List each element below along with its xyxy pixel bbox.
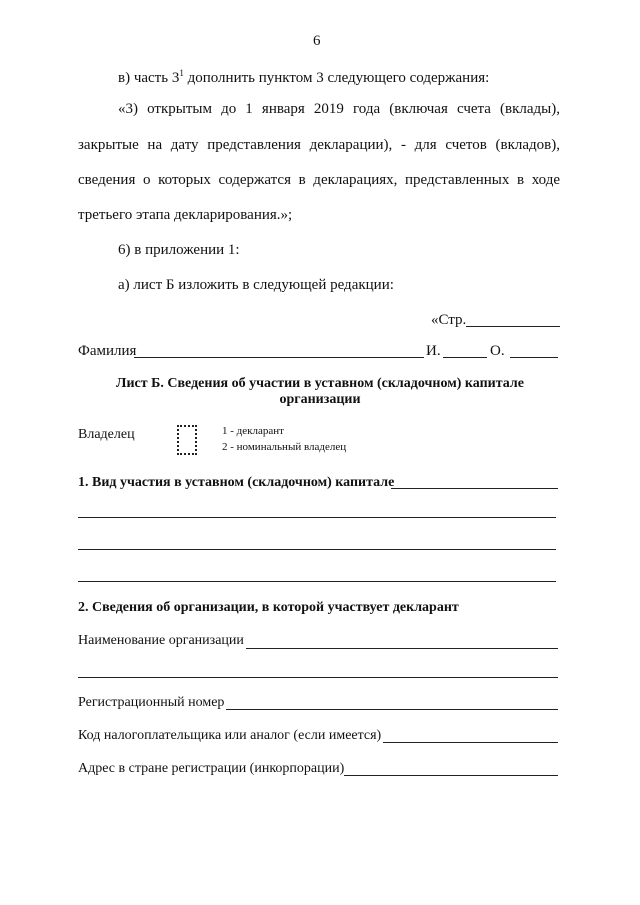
owner-code-box[interactable] — [177, 425, 197, 455]
page-number: 6 — [313, 33, 321, 49]
amendment-v-text: в) часть 3 — [118, 70, 180, 86]
address-field[interactable] — [344, 775, 558, 776]
tax-code-label: Код налогоплательщика или аналог (если имеется) — [78, 728, 382, 743]
org-name-field-line-2[interactable] — [78, 677, 558, 678]
amendment-v — [118, 68, 489, 87]
section-1-title: 1. Вид участия в уставном (складочном) капитале — [78, 475, 395, 490]
participation-type-line-2[interactable] — [78, 517, 556, 518]
initial-o-label: О. — [490, 343, 505, 359]
amendment-a: а) лист Б изложить в следующей редакции: — [118, 277, 394, 293]
surname-field[interactable] — [134, 357, 424, 358]
amendment-6b: 6) в приложении 1: — [118, 242, 240, 258]
org-name-field[interactable] — [246, 648, 558, 649]
participation-type-field[interactable] — [391, 488, 558, 489]
amendment-v-sup: 1 — [179, 68, 184, 78]
initial-o-field[interactable] — [510, 357, 558, 358]
owner-label: Владелец — [78, 427, 135, 442]
address-label: Адрес в стране регистрации (инкорпорации) — [78, 761, 345, 776]
amendment-v-rest: дополнить пунктом 3 следующего содержания: — [183, 70, 490, 86]
quote-line-1: «3) открытым до 1 января 2019 года (включая счета (вклады), — [118, 101, 560, 117]
page-number-field[interactable] — [466, 326, 560, 327]
reg-number-label: Регистрационный номер — [78, 695, 225, 710]
participation-type-line-3[interactable] — [78, 549, 556, 550]
participation-type-line-4[interactable] — [78, 581, 556, 582]
initial-i-field[interactable] — [443, 357, 487, 358]
tax-code-field[interactable] — [383, 742, 558, 743]
quote-line-3: сведения о которых содержатся в декларациях, представленных в ходе — [78, 172, 560, 188]
org-name-label: Наименование организации — [78, 633, 244, 648]
sheet-title-line-2: организации — [279, 392, 361, 407]
owner-option-2: 2 - номинальный владелец — [222, 441, 347, 453]
owner-option-1: 1 - декларант — [222, 425, 284, 437]
surname-label: Фамилия — [78, 343, 137, 359]
quote-line-2: закрытые на дату представления декларации), - для счетов (вкладов), — [78, 137, 560, 153]
quote-line-4: третьего этапа декларирования.»; — [78, 207, 293, 223]
reg-number-field[interactable] — [226, 709, 558, 710]
sheet-title-line-1: Лист Б. Сведения об участии в уставном (складочном) капитале — [116, 376, 524, 391]
page-label: «Стр. — [431, 312, 467, 328]
section-2-title: 2. Сведения об организации, в которой участвует декларант — [78, 600, 459, 615]
initial-i-label: И. — [426, 343, 441, 359]
